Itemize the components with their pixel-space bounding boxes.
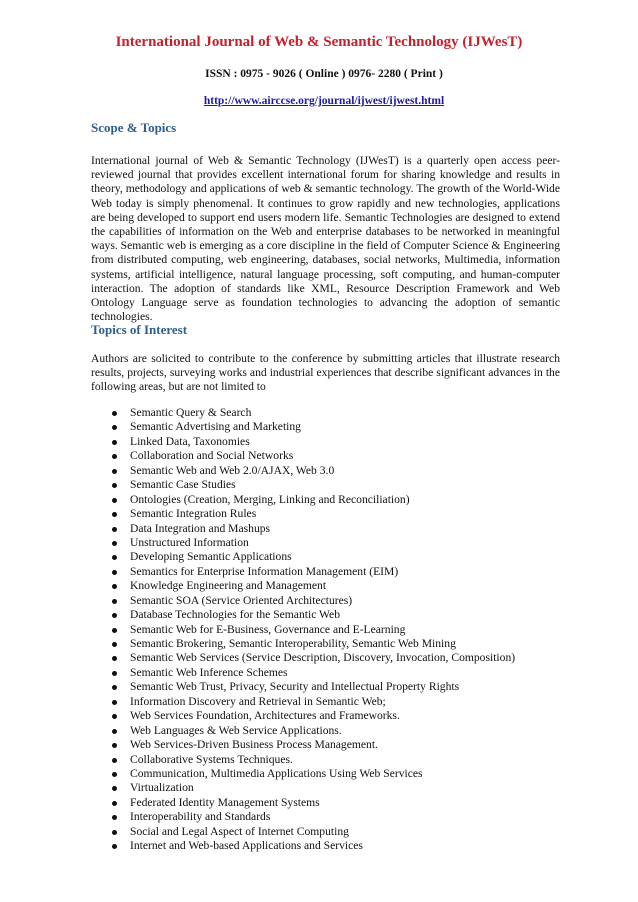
bullet-icon — [112, 527, 117, 532]
topic-label: Virtualization — [130, 781, 194, 795]
topic-label: Collaborative Systems Techniques. — [130, 752, 293, 766]
topic-label: Semantic Web and Web 2.0/AJAX, Web 3.0 — [130, 463, 335, 477]
bullet-icon — [112, 656, 117, 661]
bullet-icon — [112, 714, 117, 719]
topic-list-item — [91, 579, 591, 593]
journal-url-line — [0, 95, 638, 107]
topic-list-item — [91, 651, 591, 665]
topic-list-item — [91, 536, 591, 550]
topic-list-item — [91, 637, 591, 651]
scope-paragraph: International journal of Web & Semantic Technology (IJWesT) is a quarterly open access peer-reviewed journal that provides excellent international forum for sharing knowledge and results in theory, methodology and applications of web & semantic technology. The growth of the World-Wide Web today is simply phenomenal. It continues to grow rapidly and new technologies, applications are being developed to support end users modern life. Semantic Technologies are designed to extend the capabilities of information on the Web and enterprise databases to be networked in meaningful ways. Semantic web is emerging as a core discipline in the field of Computer Science & Engineering from distributed computing, web engineering, databases, social networks, Multimedia, information systems, artificial intelligence, natural language processing, soft computing, and human-computer interaction. The adoption of standards like XML, Resource Description Framework and Web Ontology Language serve as foundation technologies to advancing the adoption of semantic technologies. — [91, 154, 560, 324]
topic-label: Ontologies (Creation, Merging, Linking and Reconciliation) — [130, 492, 410, 506]
topic-list-item — [91, 522, 591, 536]
bullet-icon — [112, 469, 117, 474]
bullet-icon — [112, 584, 117, 589]
topic-list-item — [91, 796, 591, 810]
bullet-icon — [112, 685, 117, 690]
issn-line: ISSN : 0975 - 9026 ( Online ) 0976- 2280 ( Print ) — [205, 68, 443, 80]
topic-list-item — [91, 420, 591, 434]
topic-label: Database Technologies for the Semantic Web — [130, 608, 340, 622]
topic-label: Semantic Web Trust, Privacy, Security and Intellectual Property Rights — [130, 680, 460, 694]
bullet-icon — [112, 830, 117, 835]
topic-label: Social and Legal Aspect of Internet Computing — [130, 824, 349, 838]
topic-label: Semantic Brokering, Semantic Interoperability, Semantic Web Mining — [130, 637, 456, 650]
topic-list-item — [91, 608, 591, 622]
topic-label: Linked Data, Taxonomies — [130, 434, 250, 448]
topic-label: Communication, Multimedia Applications Using Web Services — [130, 766, 423, 780]
topic-list-item — [91, 738, 591, 752]
topic-label: Semantic Web Services (Service Description, Discovery, Invocation, Composition) — [130, 651, 516, 665]
bullet-icon — [112, 512, 117, 517]
topics-heading: Topics of Interest — [91, 322, 188, 337]
bullet-icon — [112, 411, 117, 416]
topic-list-item — [91, 478, 591, 492]
topic-label: Data Integration and Mashups — [130, 521, 271, 535]
topic-list-item — [91, 810, 591, 824]
topic-label: Web Languages & Web Service Applications. — [130, 723, 342, 737]
topic-label: Unstructured Information — [130, 535, 249, 549]
journal-url-link[interactable]: http://www.airccse.org/journal/ijwest/ijwest.html — [203, 95, 445, 107]
bullet-icon — [112, 555, 117, 560]
topic-label: Semantic SOA (Service Oriented Architectures) — [130, 593, 353, 607]
topic-list-item — [91, 724, 591, 738]
journal-title: International Journal of Web & Semantic Technology (IJWesT) — [115, 34, 523, 50]
bullet-icon — [112, 700, 117, 705]
topic-list-item — [91, 753, 591, 767]
topic-list-item — [91, 781, 591, 795]
topic-label: Web Services-Driven Business Process Management. — [130, 738, 378, 752]
topic-list-item — [91, 464, 591, 478]
topic-label: Knowledge Engineering and Management — [130, 579, 327, 593]
bullet-icon — [112, 815, 117, 820]
topic-list-item — [91, 767, 591, 781]
topic-label: Semantic Web for E-Business, Governance and E-Learning — [130, 622, 406, 636]
topic-label: Semantic Query & Search — [130, 406, 252, 419]
topic-list-item — [91, 839, 591, 853]
bullet-icon — [112, 671, 117, 676]
topic-label: Collaboration and Social Networks — [130, 449, 294, 463]
topic-label: Developing Semantic Applications — [130, 550, 292, 564]
bullet-icon — [112, 642, 117, 647]
topic-label: Federated Identity Management Systems — [130, 795, 320, 809]
topic-label: Semantic Web Inference Schemes — [130, 665, 288, 679]
topic-list-item — [91, 666, 591, 680]
topic-label: Semantics for Enterprise Information Management (EIM) — [130, 564, 399, 578]
topics-intro-paragraph: Authors are solicited to contribute to the conference by submitting articles that illustrate research results, projects, surveying works and industrial experiences that describe significant advances in the following areas, but are not limited to — [91, 352, 560, 394]
topic-label: Semantic Advertising and Marketing — [130, 420, 301, 434]
bullet-icon — [112, 599, 117, 604]
bullet-icon — [112, 454, 117, 459]
topic-list-item — [91, 709, 591, 723]
topic-list-item — [91, 565, 591, 579]
bullet-icon — [112, 483, 117, 488]
bullet-icon — [112, 628, 117, 633]
topic-list-item — [91, 449, 591, 463]
topic-list-item — [91, 695, 591, 709]
topic-list-item — [91, 493, 591, 507]
topics-list — [91, 406, 591, 854]
topic-label: Information Discovery and Retrieval in Semantic Web; — [130, 694, 386, 708]
topic-list-item — [91, 435, 591, 449]
bullet-icon — [112, 743, 117, 748]
topic-label: Semantic Integration Rules — [130, 507, 257, 521]
bullet-icon — [112, 440, 117, 445]
scope-heading: Scope & Topics — [91, 120, 177, 135]
topic-list-item — [91, 680, 591, 694]
bullet-icon — [112, 786, 117, 791]
bullet-icon — [112, 729, 117, 734]
bullet-icon — [112, 772, 117, 777]
topic-list-item — [91, 507, 591, 521]
topic-label: Web Services Foundation, Architectures and Frameworks. — [130, 709, 400, 723]
topic-label: Internet and Web-based Applications and Services — [130, 839, 363, 853]
bullet-icon — [112, 844, 117, 849]
bullet-icon — [112, 570, 117, 575]
topic-label: Interoperability and Standards — [130, 810, 271, 824]
bullet-icon — [112, 801, 117, 806]
bullet-icon — [112, 498, 117, 503]
bullet-icon — [112, 541, 117, 546]
topic-list-item — [91, 594, 591, 608]
bullet-icon — [112, 758, 117, 763]
topic-list-item — [91, 623, 591, 637]
bullet-icon — [112, 613, 117, 618]
topic-list-item — [91, 406, 591, 420]
bullet-icon — [112, 425, 117, 430]
topic-list-item — [91, 550, 591, 564]
topic-label: Semantic Case Studies — [130, 478, 236, 492]
topic-list-item — [91, 825, 591, 839]
